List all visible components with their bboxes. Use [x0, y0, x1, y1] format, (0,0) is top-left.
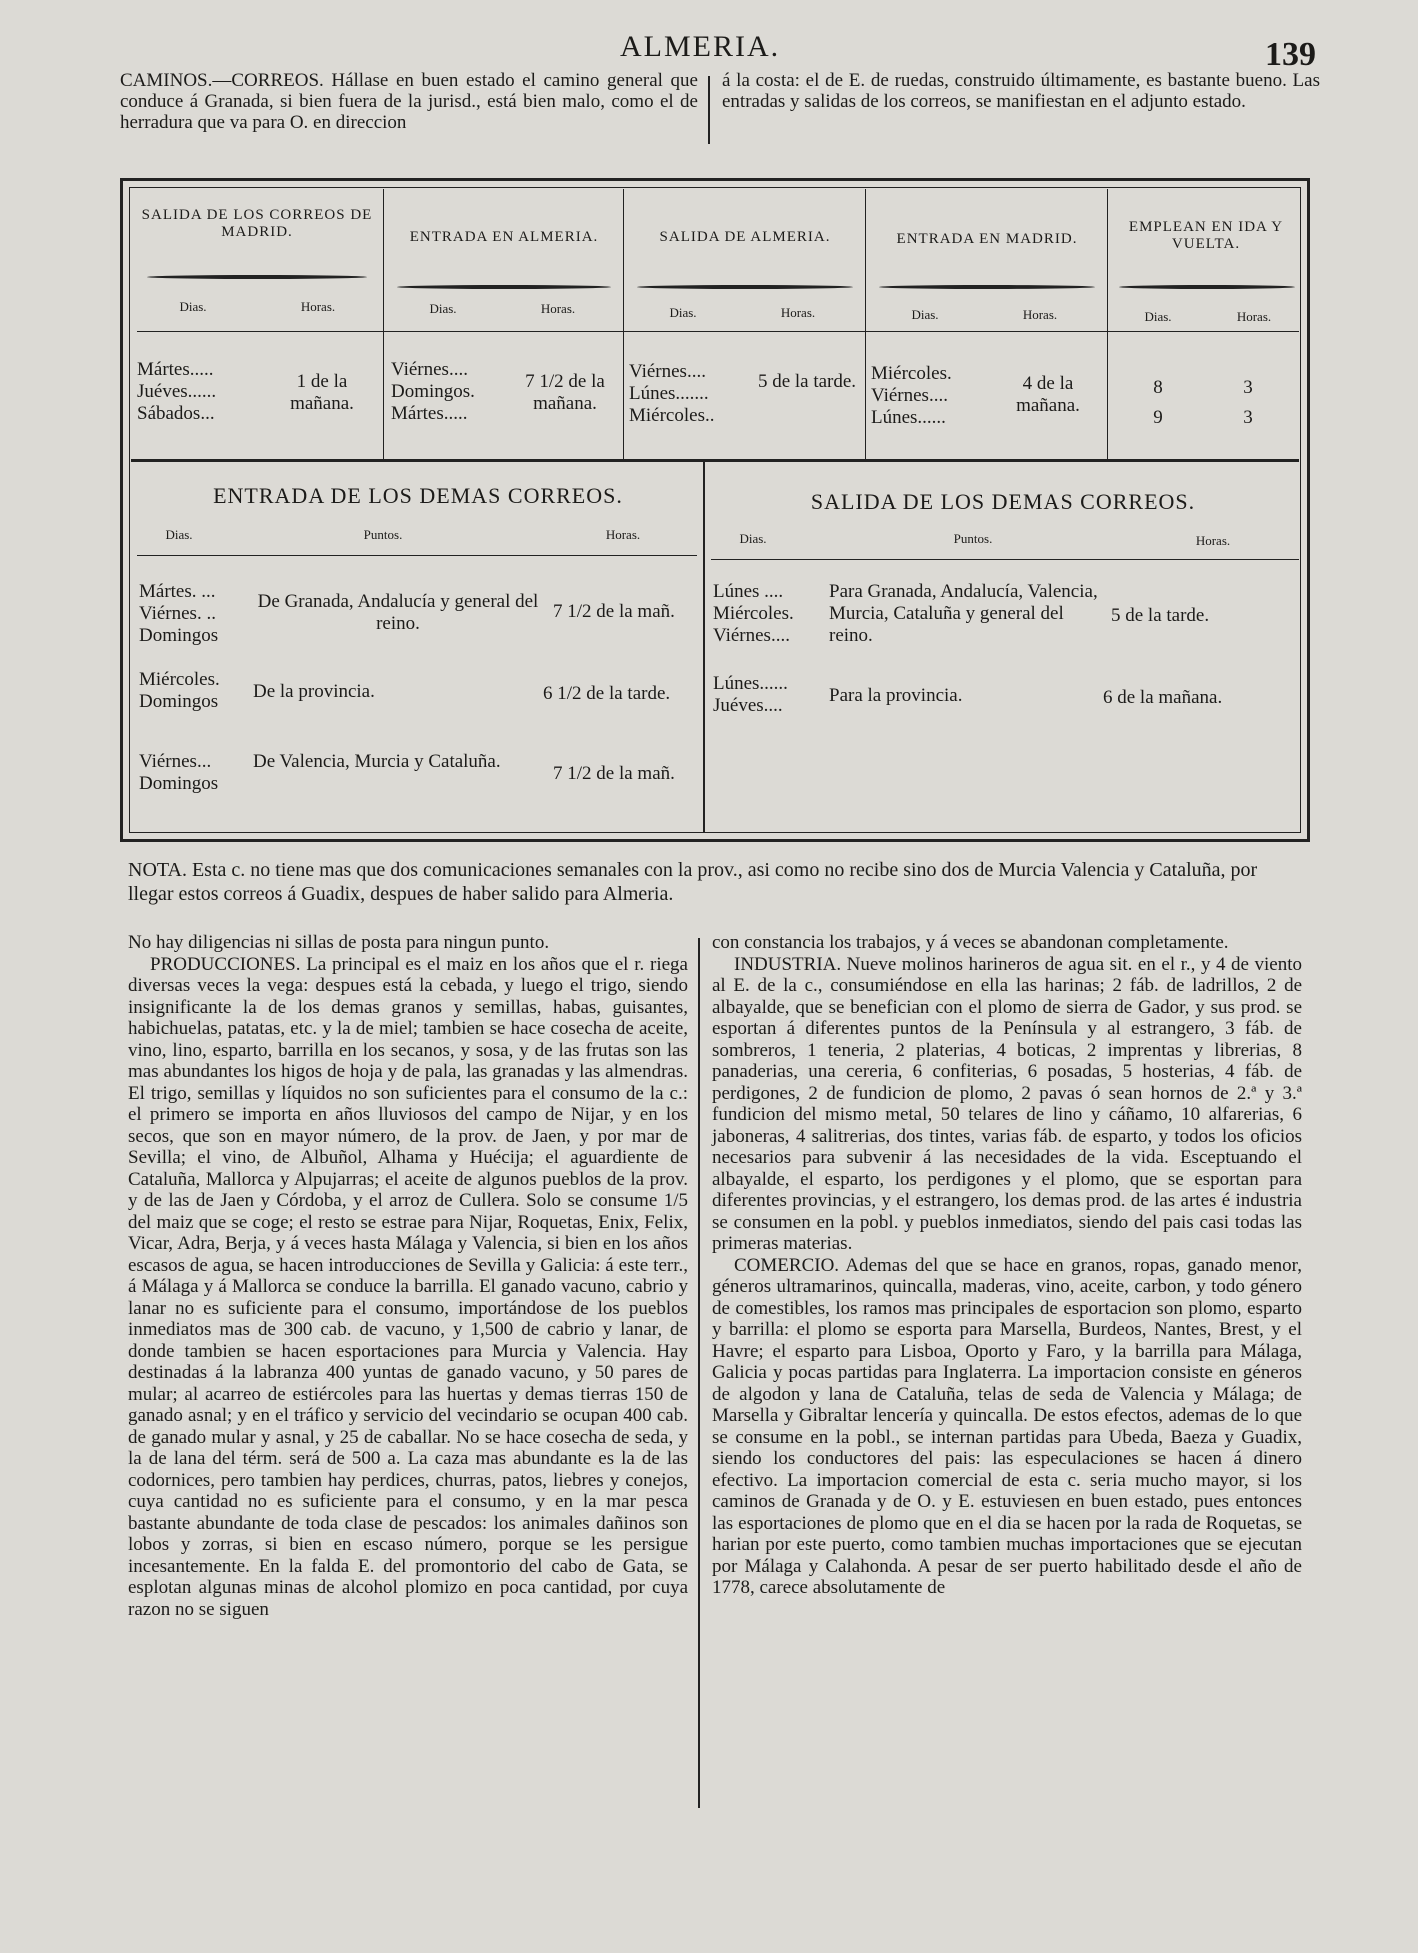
t1-emplean-horas-2: 3 [1243, 407, 1253, 428]
t2-entrada-row1-puntos: De Granada, Andalucía y general del reino. [257, 591, 539, 634]
t2-sub-horas-l: Horas. [605, 527, 641, 542]
t1-sub-horas-2: Horas. [540, 301, 576, 316]
page-title: ALMERIA. [620, 30, 781, 63]
t2-subheader-rule-r [711, 559, 1299, 560]
t2-sub-puntos-l: Puntos. [363, 527, 403, 542]
nota-paragraph: NOTA. Esta c. no tiene mas que dos comunicaciones semanales con la prov., asi como no recibe sino dos de Murcia Valencia y Cataluña, por llegar estos correos á Guadix, despues de haber salido para Almeria. [128, 859, 1258, 905]
t1-header-3: SALIDA DE ALMERIA. [659, 229, 831, 245]
t1-col-sep-3 [865, 189, 866, 459]
t2-entrada-row3-horas: 7 1/2 de la mañ. [553, 763, 675, 784]
t2-salida-title: SALIDA DE LOS DEMAS CORREOS. [810, 489, 1196, 514]
t1-sub-horas-4: Horas. [1022, 307, 1058, 322]
column-divider [708, 76, 710, 144]
t1-c3-days: Viérnes.... Lúnes....... Miércoles.. [629, 361, 715, 426]
postal-schedule-table [120, 178, 1310, 842]
t1-header-5: EMPLEAN EN IDA Y VUELTA. [1128, 219, 1284, 252]
t2-salida-row1-horas: 5 de la tarde. [1111, 605, 1210, 626]
body-right-p1: con constancia los trabajos, y á veces se abandonan completamente. [712, 932, 1229, 953]
t2-sub-horas-r: Horas. [1195, 533, 1231, 548]
t2-salida-row2-puntos: Para la provincia. [829, 685, 963, 706]
header-swash [879, 285, 1095, 289]
t1-col-sep-2 [623, 189, 624, 459]
intro-right: á la costa: el de E. de ruedas, construido últimamente, es bastante bueno. Las entradas y salidas de los correos, se manifiestan en el adjunto estado. [722, 70, 1320, 112]
t1-c4-hours: 4 de la mañana. [1016, 373, 1080, 416]
header-swash [147, 275, 367, 279]
t2-entrada-title: ENTRADA DE LOS DEMAS CORREOS. [213, 483, 623, 508]
body-left-p1: No hay diligencias ni sillas de posta para ningun punto. [128, 932, 550, 953]
t2-salida-row2-dias: Lúnes...... Juéves.... [713, 673, 788, 716]
t1-emplean-dias-2: 9 [1153, 407, 1163, 428]
body-right-p3: COMERCIO. Ademas del que se hace en granos, ropas, ganado menor, géneros ultramarinos, quincalla, maderas, vino, aceite, carbon, y todo género de comestibles, los ramos mas principales de esportacion son plomo, esparto y barrilla: el plomo se esporta para Marsella, Burdeos, Nantes, Brest, y el Havre; el esparto para Lisboa, Oporto y Faro, y la barrilla para Málaga, Galicia y pocas partidas para Inglaterra. La importacion consiste en géneros de algodon y lana de Cataluña, telas de seda de Valencia y Málaga; de Marsella y Gibraltar lencería y quincalla. De estos efectos, ademas de lo que se consume en la pobl., se internan partidas para Ubeda, Baeza y Guadix, siendo los conductores del pais: las especulaciones se hacen á dinero efectivo. La importacion comercial de esta c. seria mucho mayor, si los caminos de Granada y de O. y E. estuviesen en buen estado, pues entonces las esportaciones de plomo que en el dia se hacen por la rada de Roquetas, se harian por este puerto, como tambien muchas importaciones que se ejecutan por Málaga y Calahonda. A pesar de ser puerto habilitado desde el año de 1778, carece absolutamente de [712, 1254, 1302, 1598]
t2-entrada-row2-puntos: De la provincia. [253, 681, 375, 702]
t1-c1-hours: 1 de la mañana. [290, 371, 354, 414]
t1-subheader-rule [137, 331, 1299, 332]
t2-sub-puntos-r: Puntos. [953, 531, 993, 546]
header-swash [1119, 285, 1295, 289]
header-swash [397, 285, 611, 289]
t1-c3-hours: 5 de la tarde. [757, 371, 857, 392]
t1-sub-dias-5: Dias. [1144, 309, 1172, 324]
t2-entrada-row3-puntos: De Valencia, Murcia y Cataluña. [253, 751, 501, 772]
t2-col-sep [703, 462, 705, 832]
t2-salida-row2-horas: 6 de la mañana. [1103, 687, 1223, 708]
body-column-divider [698, 938, 700, 1808]
t1-sub-dias-3: Dias. [669, 305, 697, 320]
t1-emplean-horas-1: 3 [1243, 377, 1253, 398]
intro-left: CAMINOS.—CORREOS. Hállase en buen estado el camino general que conduce á Granada, si bien fuera de la jurisd., está bien malo, como el de herradura que va para O. en direccion [120, 70, 698, 133]
t1-sub-dias-4: Dias. [911, 307, 939, 322]
t2-entrada-row3-dias: Viérnes... Domingos [139, 751, 219, 794]
t2-subheader-rule-l [137, 555, 697, 556]
t1-header-2: ENTRADA EN ALMERIA. [409, 229, 599, 245]
t1-col-sep-1 [383, 189, 384, 459]
t2-entrada-row2-horas: 6 1/2 de la tarde. [543, 683, 671, 704]
t1-sub-horas-1: Horas. [300, 299, 336, 314]
t1-c4-days: Miércoles. Viérnes.... Lúnes...... [871, 363, 952, 428]
body-left-p2: PRODUCCIONES. La principal es el maiz en los años que el r. riega diversas veces la vega: despues está la cebada, y luego el trigo, siendo insignificante la de los demas granos y semillas, habas, guisantes, habichuelas, patatas, etc. y la de miel; tambien se hace cosecha de aceite, vino, lino, esparto, barrilla en los secanos, y sosa, y de las frutas son las mas abundantes los higos de hoja y de pala, las granadas y las almendras. El trigo, semillas y líquidos no son suficientes para el consumo de la c.: el primero se importa en años lluviosos del campo de Nijar, y en los secos, que son en mayor número, de la prov. de Jaen, y por mar de Sevilla; el vino, de Albuñol, Alhama y Huécija; el aguardiente de Cataluña, Mallorca y Alpujarras; el aceite de algunos pueblos de la prov. y de las de Jaen y Córdoba, y el arroz de Cullera. Solo se consume 1/5 del maiz que se coge; el resto se estrae para Nijar, Roquetas, Enix, Felix, Vicar, Adra, Berja, y á veces hasta Málaga y Valencia, si bien en los años escasos de agua, se hacen introducciones de Sevilla y Galicia: á este terr., á Málaga y á Mallorca se conduce la barrilla. El ganado vacuno, cabrio y lanar no es suficiente para el consumo, importándose de los pueblos inmediatos mas de 300 cab. de vacuno, y 1,500 de cabrio y lanar, de donde tambien se hacen esportaciones para Murcia y Valencia. Hay destinadas á la labranza 400 yuntas de ganado vacuno, y 50 pares de mular; al acarreo de estiércoles para las huertas y demas tierras 150 de ganado asnal; y en el tráfico y servicio del vecindario se ocupan 400 cab. de ganado mular y asnal, y 25 de caballar. No se hace cosecha de seda, y la de lana del térm. será de 500 a. La caza mas abundante es la de las codornices, pero tambien hay perdices, churras, patos, liebres y conejos, cuya cantidad no es suficiente para el consumo, y en la mar pesca bastante abundante de toda clase de pescados: los animales dañinos son lobos y zorras, si bien en escaso número, porque se les persigue incesantemente. En la falda E. del promontorio del cabo de Gata, se esplotan algunas minas de alcohol plomizo en poca cantidad, por cuya razon no se siguen [128, 953, 688, 1620]
body-right-column [712, 932, 1302, 1599]
body-left-column [128, 932, 688, 1620]
t1-header-1: SALIDA DE LOS CORREOS DE MADRID. [141, 207, 373, 240]
t1-emplean-dias-1: 8 [1153, 377, 1163, 398]
t2-entrada-row1-horas: 7 1/2 de la mañ. [553, 601, 675, 622]
t1-c2-hours: 7 1/2 de la mañana. [525, 371, 605, 414]
t1-sub-dias-1: Dias. [179, 299, 207, 314]
t1-sub-horas-3: Horas. [780, 305, 816, 320]
header-swash [637, 285, 853, 289]
t1-sub-horas-5: Horas. [1236, 309, 1272, 324]
table-section-rule [131, 459, 1299, 462]
body-right-p2: INDUSTRIA. Nueve molinos harineros de agua sit. en el r., y 4 de viento al E. de la c., consumiéndose en ella las harinas; 2 fáb. de ladrillos, 2 de albayalde, que se benefician con el plomo de sierra de Gador, y sus prod. se esportan á diferentes puntos de la Península y al estrangero, 3 fáb. de sombreros, 1 teneria, 2 platerias, 4 boticas, 2 imprentas y librerias, 8 panaderias, una cereria, 6 confiterias, 6 posadas, 5 hosterias, 4 fáb. de perdigones, 2 de fundicion de plomo, 2 pavas ó sean hornos de 2.ª y 3.ª fundicion del mismo metal, 50 telares de lino y cáñamo, 10 alfarerias, 6 jaboneras, 4 salitrerias, dos tintes, varias fáb. de esparto, y todos los oficios necesarios para subvenir á las necesidades de la vida. Esceptuando el albayalde, el esparto, los perdigones y el plomo, que se esportan para diferentes provincias, y el estrangero, los demas prod. de las artes é industria se consumen en la pobl. y pueblos inmediatos, siendo del pais casi todas las primeras materias. [712, 953, 1302, 1254]
t1-c1-days: Mártes..... Juéves...... Sábados... [137, 359, 217, 424]
t1-header-4: ENTRADA EN MADRID. [896, 231, 1078, 247]
t1-col-sep-4 [1107, 189, 1108, 459]
t2-sub-dias-r: Dias. [739, 531, 767, 546]
t2-sub-dias-l: Dias. [165, 527, 193, 542]
page-number: 139 [1265, 36, 1316, 73]
t1-sub-dias-2: Dias. [429, 301, 457, 316]
t1-c2-days: Viérnes.... Domingos. Mártes..... [391, 359, 475, 424]
t2-salida-row1-dias: Lúnes .... Miércoles. Viérnes.... [713, 581, 794, 646]
t2-entrada-row1-dias: Mártes. ... Viérnes. .. Domingos [139, 581, 219, 646]
t2-entrada-row2-dias: Miércoles. Domingos [139, 669, 220, 712]
t2-salida-row1-puntos: Para Granada, Andalucía, Valencia, Murcia, Cataluña y general del reino. [829, 581, 1098, 646]
